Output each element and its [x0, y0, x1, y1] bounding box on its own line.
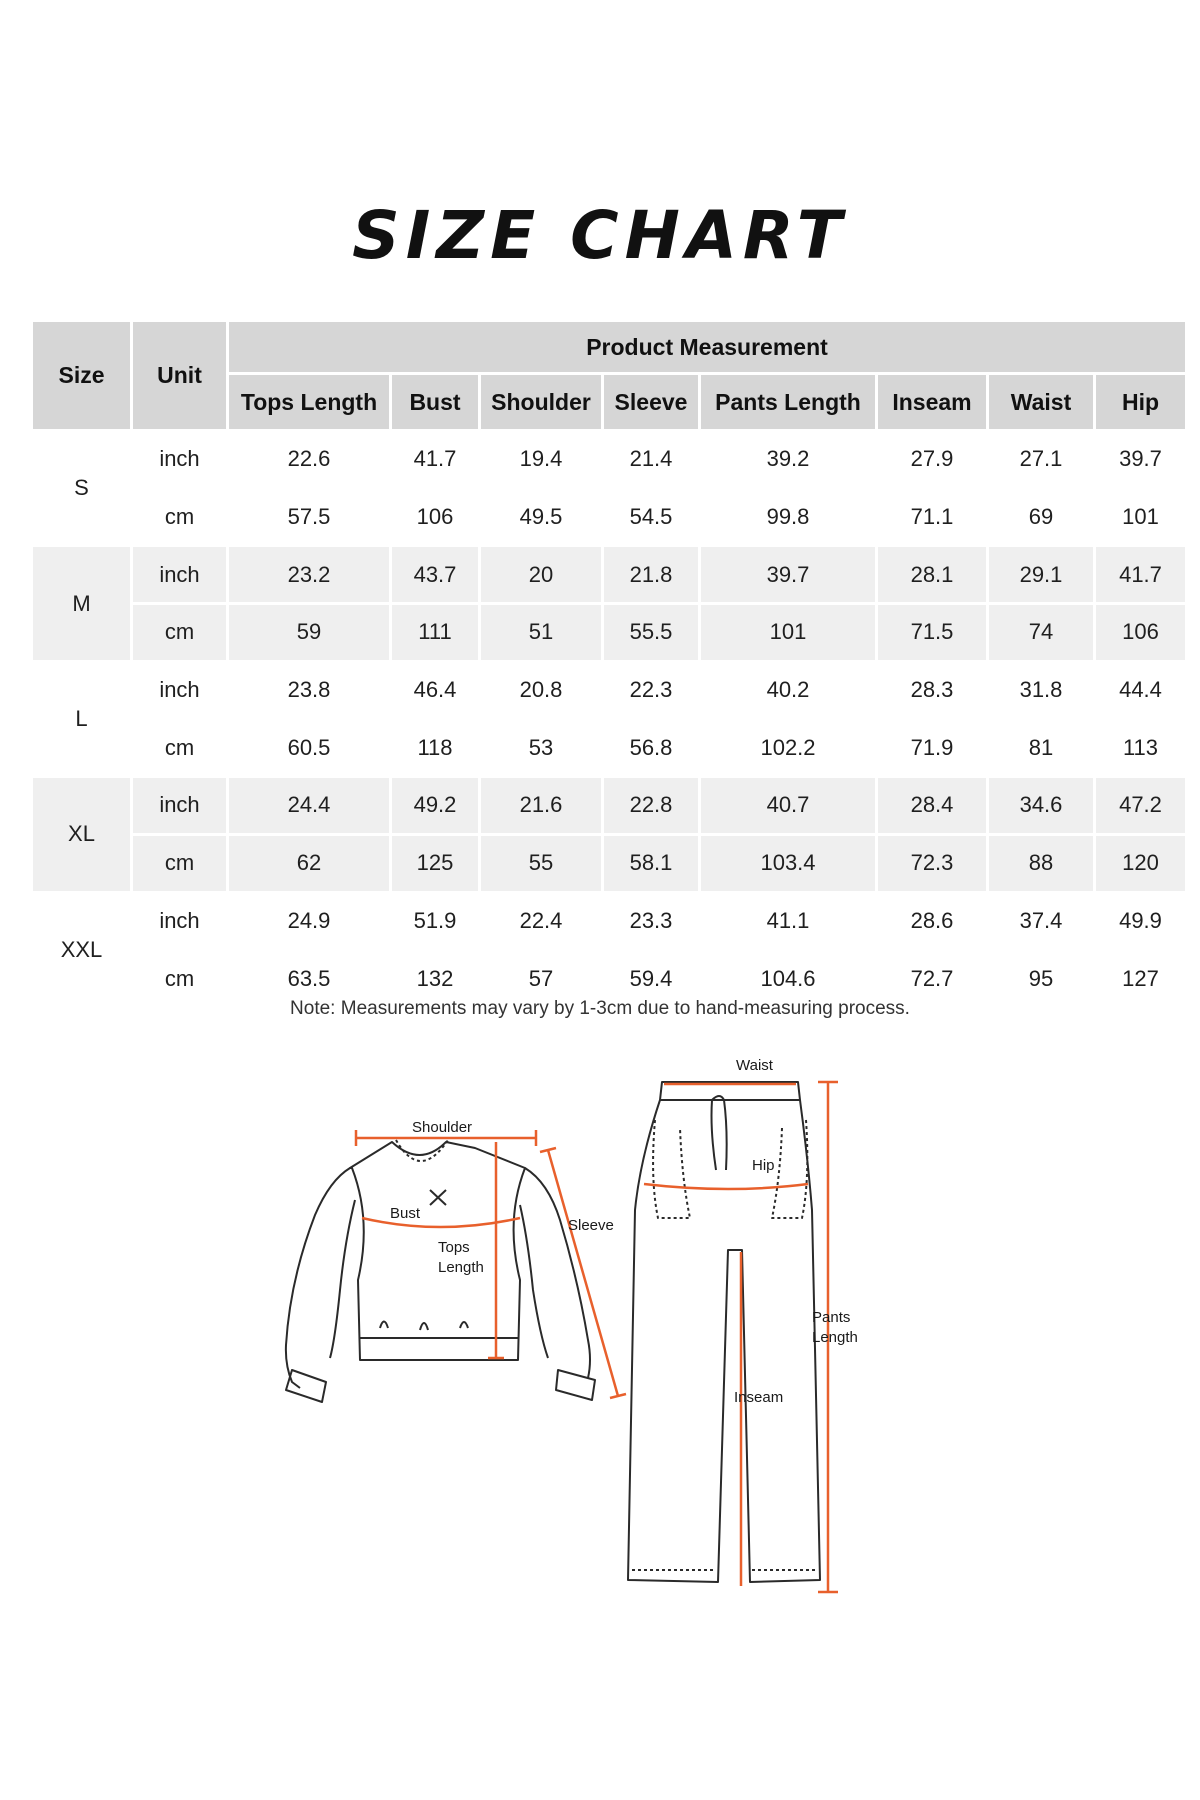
- measurement-cell: 72.7: [910, 965, 954, 991]
- measurement-cell: 106: [1096, 605, 1185, 660]
- measurement-cell: 103.4: [701, 836, 875, 891]
- measurement-cell: 111: [392, 605, 478, 660]
- column-header: Waist: [989, 375, 1093, 429]
- size-cell: XXL: [60, 936, 103, 962]
- measurement-cell: 28.6: [910, 907, 954, 933]
- measurement-cell: 19.4: [519, 446, 563, 472]
- measurement-note: Note: Measurements may vary by 1-3cm due to hand-measuring process.: [290, 998, 910, 1019]
- measurement-cell: 29.1: [989, 547, 1093, 602]
- pants-length-label-line1: Pants: [812, 1309, 851, 1326]
- size-cell: S: [74, 475, 89, 501]
- measurement-cell: 88: [989, 836, 1093, 891]
- measurement-cell: 28.1: [878, 547, 986, 602]
- product-measurement-header: Product Measurement: [229, 322, 1185, 372]
- column-header: Tops Length: [229, 375, 389, 429]
- measurement-cell: 51.9: [413, 907, 457, 933]
- measurement-cell: 118: [417, 734, 453, 760]
- measurement-cell: 34.6: [989, 778, 1093, 833]
- measurement-cell: 40.2: [766, 677, 810, 703]
- measurement-cell: 57.5: [287, 504, 331, 530]
- measurement-cell: 23.8: [287, 677, 331, 703]
- tops-length-label-line2: Length: [438, 1259, 484, 1276]
- measurement-cell: 69: [1028, 504, 1054, 530]
- tops-length-label-line1: Tops: [438, 1239, 470, 1256]
- page-title: SIZE CHART: [352, 197, 848, 274]
- unit-cell: inch: [133, 547, 226, 602]
- measurement-cell: 21.6: [481, 778, 601, 833]
- measurement-cell: 71.1: [910, 504, 954, 530]
- column-header: Inseam: [878, 375, 986, 429]
- size-column-header: Size: [33, 322, 130, 429]
- measurement-cell: 72.3: [878, 836, 986, 891]
- measurement-cell: 102.2: [760, 734, 816, 760]
- measurement-cell: 43.7: [392, 547, 478, 602]
- unit-cell: inch: [159, 446, 200, 472]
- measurement-cell: 47.2: [1096, 778, 1185, 833]
- measurement-cell: 24.4: [229, 778, 389, 833]
- unit-cell: inch: [159, 677, 200, 703]
- measurement-cell: 104.6: [760, 965, 816, 991]
- measurement-cell: 28.4: [878, 778, 986, 833]
- measurement-cell: 120: [1096, 836, 1185, 891]
- measurement-cell: 113: [1122, 734, 1159, 760]
- bust-label: Bust: [390, 1205, 421, 1222]
- column-header: Pants Length: [701, 375, 875, 429]
- pants-length-label-line2: Length: [812, 1329, 858, 1346]
- measurement-cell: 125: [392, 836, 478, 891]
- measurement-cell: 74: [989, 605, 1093, 660]
- measurement-cell: 41.7: [1096, 547, 1185, 602]
- measurement-cell: 62: [229, 836, 389, 891]
- column-header: Hip: [1096, 375, 1185, 429]
- measurement-cell: 22.8: [604, 778, 698, 833]
- size-table: [33, 322, 1167, 1006]
- measurement-cell: 22.4: [519, 907, 563, 933]
- measurement-cell: 95: [1028, 965, 1054, 991]
- measurement-cell: 28.3: [910, 677, 954, 703]
- measurement-cell: 41.1: [766, 907, 810, 933]
- unit-cell: cm: [164, 504, 195, 530]
- measurement-cell: 55: [481, 836, 601, 891]
- size-cell: L: [75, 705, 88, 731]
- measurement-cell: 40.7: [701, 778, 875, 833]
- column-header: Bust: [392, 375, 478, 429]
- measurement-cell: 20: [481, 547, 601, 602]
- measurement-cell: 39.2: [766, 446, 810, 472]
- measurement-cell: 106: [416, 504, 454, 530]
- measurement-cell: 39.7: [701, 547, 875, 602]
- measurement-cell: 101: [1122, 504, 1159, 530]
- measurement-cell: 49.9: [1119, 907, 1162, 933]
- inseam-label: Inseam: [734, 1389, 784, 1406]
- measurement-cell: 41.7: [413, 446, 457, 472]
- measurement-cell: 58.1: [604, 836, 698, 891]
- measurement-cell: 20.8: [519, 677, 563, 703]
- measurement-cell: 31.8: [1019, 677, 1063, 703]
- unit-cell: cm: [164, 965, 195, 991]
- unit-cell: inch: [159, 907, 200, 933]
- measurement-cell: 22.6: [287, 446, 331, 472]
- measurement-cell: 54.5: [629, 504, 673, 530]
- measurement-cell: 55.5: [604, 605, 698, 660]
- measurement-cell: 27.9: [910, 446, 954, 472]
- unit-cell: inch: [133, 778, 226, 833]
- unit-cell: cm: [164, 734, 195, 760]
- measurement-cell: 59: [229, 605, 389, 660]
- measurement-cell: 81: [1028, 734, 1054, 760]
- measurement-cell: 21.4: [629, 446, 673, 472]
- measurement-cell: 59.4: [629, 965, 673, 991]
- measurement-cell: 51: [481, 605, 601, 660]
- size-cell: XL: [33, 778, 130, 890]
- size-cell: M: [33, 547, 130, 659]
- pants-drawing: [628, 1082, 820, 1582]
- measurement-cell: 99.8: [766, 504, 810, 530]
- measurement-cell: 57: [528, 965, 554, 991]
- measurement-cell: 101: [701, 605, 875, 660]
- measurement-cell: 71.9: [910, 734, 954, 760]
- measurement-cell: 49.5: [519, 504, 563, 530]
- hip-label: Hip: [752, 1157, 775, 1174]
- measurement-cell: 21.8: [604, 547, 698, 602]
- measurement-cell: 23.2: [229, 547, 389, 602]
- measurement-cell: 24.9: [287, 907, 331, 933]
- garment-diagram: [0, 1040, 1200, 1610]
- measurement-cell: 56.8: [629, 734, 673, 760]
- measurement-cell: 23.3: [629, 907, 673, 933]
- measurement-cell: 132: [416, 965, 454, 991]
- measurement-cell: 53: [528, 734, 554, 760]
- measurement-cell: 22.3: [629, 677, 673, 703]
- measurement-cell: 37.4: [1019, 907, 1063, 933]
- unit-cell: cm: [133, 605, 226, 660]
- unit-cell: cm: [133, 836, 226, 891]
- column-header: Shoulder: [481, 375, 601, 429]
- sleeve-label: Sleeve: [568, 1217, 614, 1234]
- unit-column-header: Unit: [133, 322, 226, 429]
- measurement-cell: 71.5: [878, 605, 986, 660]
- measurement-cell: 63.5: [287, 965, 331, 991]
- measurement-cell: 60.5: [287, 734, 331, 760]
- measurement-cell: 44.4: [1119, 677, 1162, 703]
- measurement-cell: 49.2: [392, 778, 478, 833]
- waist-label: Waist: [736, 1057, 773, 1074]
- measurement-cell: 127: [1122, 965, 1159, 991]
- measurement-cell: 46.4: [413, 677, 457, 703]
- column-header: Sleeve: [604, 375, 698, 429]
- shoulder-label: Shoulder: [412, 1119, 473, 1136]
- measurement-cell: 27.1: [1019, 446, 1063, 472]
- measurement-cell: 39.7: [1119, 446, 1162, 472]
